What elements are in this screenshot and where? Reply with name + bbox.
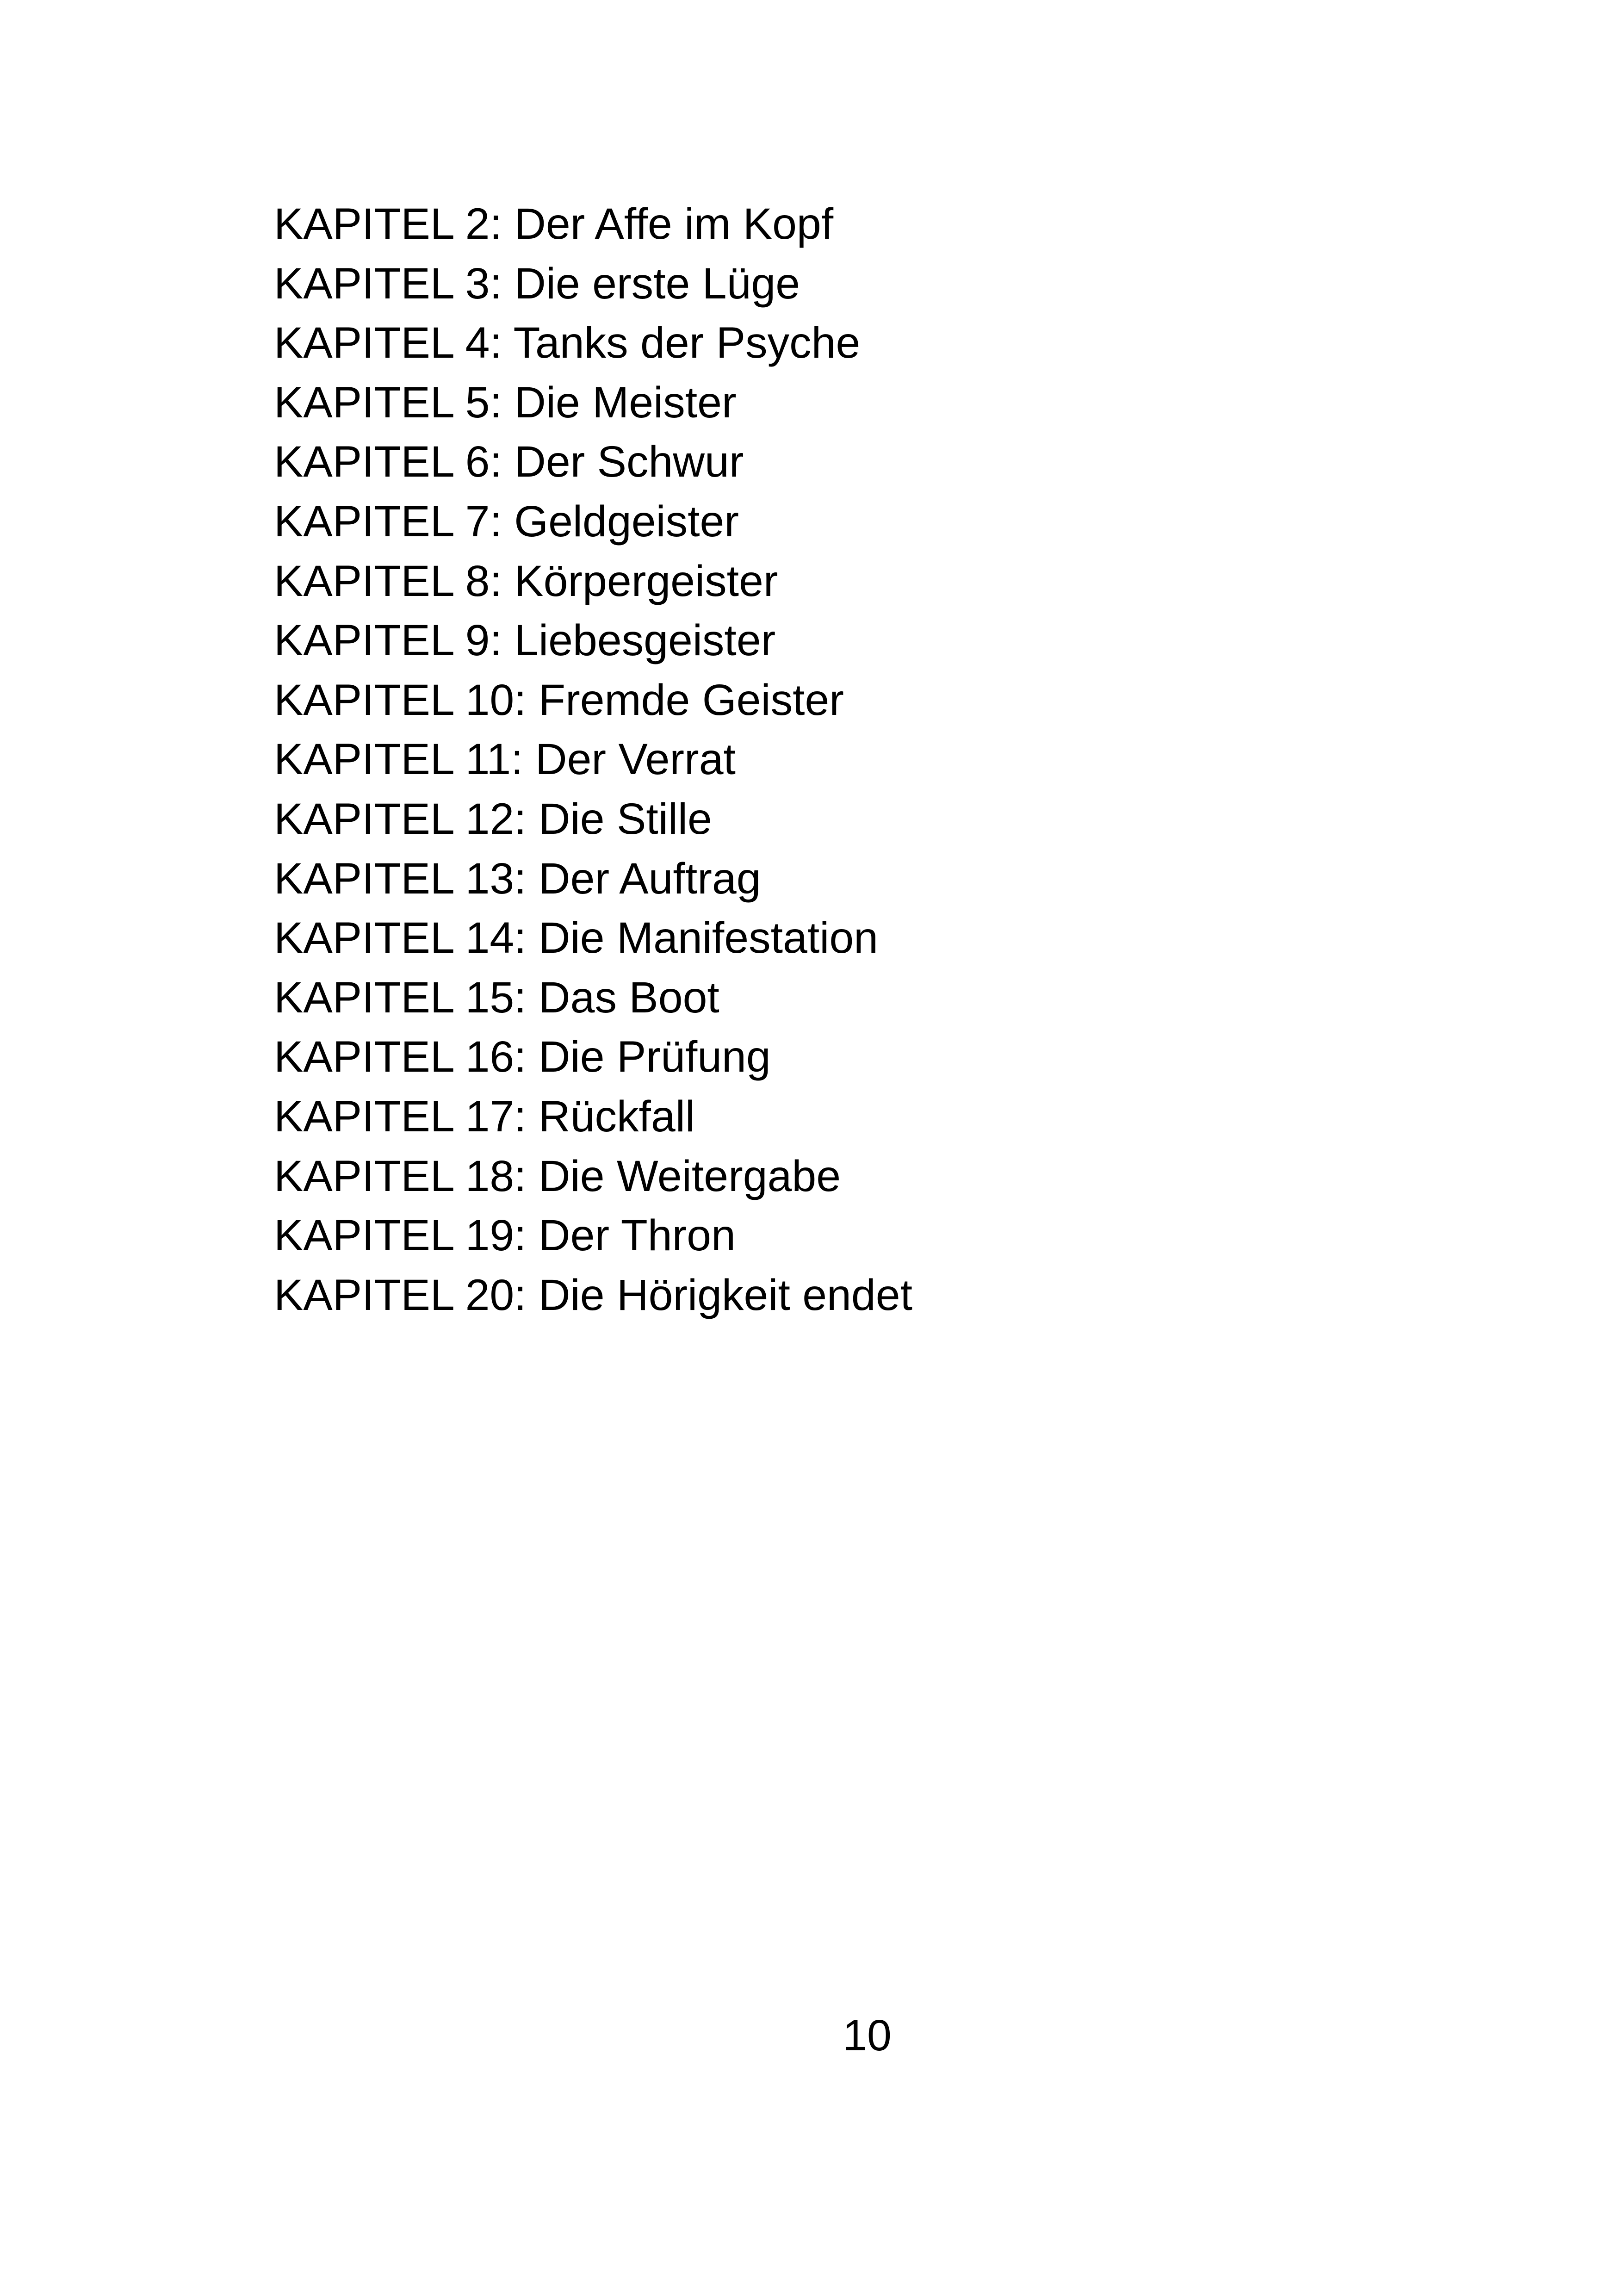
toc-entry-kapitel-2: KAPITEL 2: Der Affe im Kopf: [274, 199, 834, 248]
toc-entry-kapitel-9: KAPITEL 9: Liebesgeister: [274, 616, 776, 665]
toc-entry-kapitel-12: KAPITEL 12: Die Stille: [274, 794, 712, 844]
toc-entry-kapitel-20: KAPITEL 20: Die Hörigkeit endet: [274, 1270, 912, 1320]
toc-entry-kapitel-14: KAPITEL 14: Die Manifestation: [274, 913, 879, 963]
toc-entry-kapitel-6: KAPITEL 6: Der Schwur: [274, 437, 744, 487]
toc-entry-kapitel-7: KAPITEL 7: Geldgeister: [274, 496, 739, 546]
toc-entry-kapitel-17: KAPITEL 17: Rückfall: [274, 1092, 695, 1141]
toc-entry-kapitel-11: KAPITEL 11: Der Verrat: [274, 735, 736, 784]
page-number: 10: [843, 2011, 892, 2060]
toc-entry-kapitel-4: KAPITEL 4: Tanks der Psyche: [274, 318, 861, 368]
toc-entry-kapitel-19: KAPITEL 19: Der Thron: [274, 1211, 736, 1260]
table-of-contents: [274, 194, 912, 1325]
toc-entry-kapitel-15: KAPITEL 15: Das Boot: [274, 973, 719, 1022]
toc-entry-kapitel-10: KAPITEL 10: Fremde Geister: [274, 675, 844, 725]
toc-entry-kapitel-5: KAPITEL 5: Die Meister: [274, 378, 737, 427]
toc-entry-kapitel-16: KAPITEL 16: Die Prüfung: [274, 1032, 771, 1082]
toc-entry-kapitel-18: KAPITEL 18: Die Weitergabe: [274, 1151, 841, 1201]
toc-entry-kapitel-3: KAPITEL 3: Die erste Lüge: [274, 259, 800, 308]
toc-entry-kapitel-13: KAPITEL 13: Der Auftrag: [274, 854, 761, 903]
toc-entry-kapitel-8: KAPITEL 8: Körpergeister: [274, 556, 778, 606]
